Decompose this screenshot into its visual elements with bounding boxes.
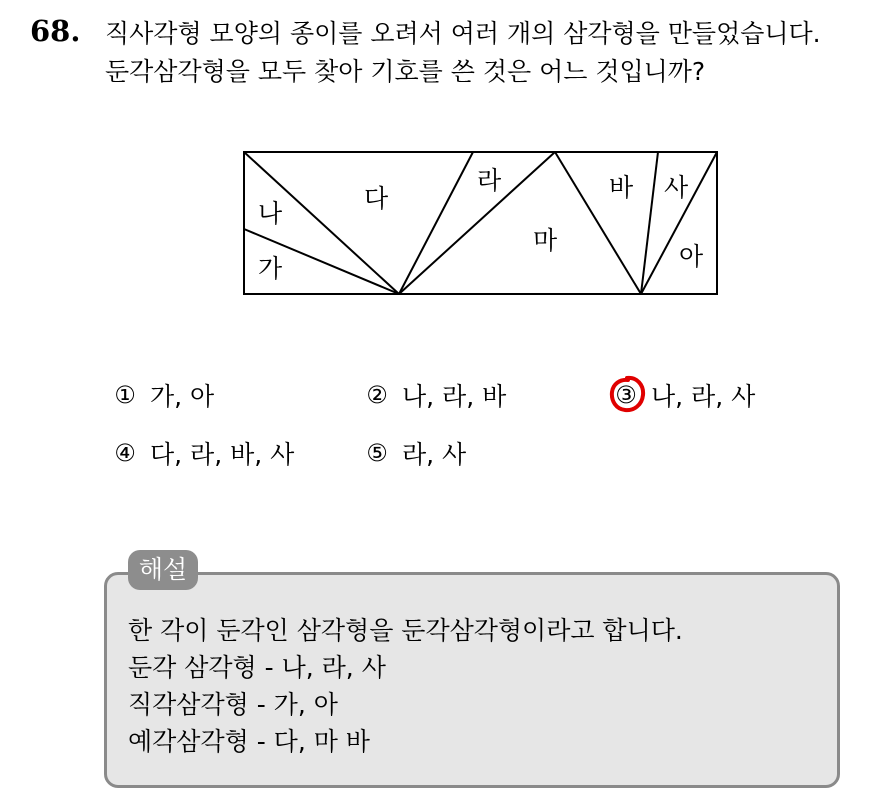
- label-ga: 가: [258, 254, 283, 283]
- choice-number: ②: [366, 381, 388, 409]
- label-ma: 마: [533, 226, 558, 255]
- choice-number: ⑤: [366, 439, 388, 467]
- choice-text: 나, 라, 바: [402, 382, 507, 411]
- explanation-line-3: 직각삼각형 - 가, 아: [128, 690, 338, 719]
- label-sa: 사: [664, 173, 689, 202]
- choice-2[interactable]: [364, 377, 506, 413]
- label-a: 아: [679, 242, 704, 271]
- question-number: 68.: [30, 14, 81, 48]
- choice-text: 나, 라, 사: [651, 382, 756, 411]
- choice-number: ④: [114, 439, 136, 467]
- choice-number: ③: [615, 381, 637, 409]
- explanation-tab: 해설: [128, 550, 198, 590]
- choice-4[interactable]: [112, 435, 294, 471]
- answer-mark-circle-icon: [606, 373, 648, 415]
- cut-line: [399, 152, 473, 294]
- choice-text: 다, 라, 바, 사: [150, 440, 295, 469]
- cut-line: [641, 152, 658, 294]
- question-text-line1: 직사각형 모양의 종이를 오려서 여러 개의 삼각형을 만들었습니다.: [105, 19, 821, 48]
- label-na: 나: [258, 199, 283, 228]
- choice-text: 라, 사: [402, 440, 467, 469]
- choice-number: ①: [114, 381, 136, 409]
- label-ra: 라: [477, 166, 502, 195]
- explanation-line-1: 한 각이 둔각인 삼각형을 둔각삼각형이라고 합니다.: [128, 616, 683, 645]
- explanation-line-2: 둔각 삼각형 - 나, 라, 사: [128, 653, 386, 682]
- label-da: 다: [364, 184, 389, 213]
- choice-5[interactable]: [364, 435, 466, 471]
- choice-text: 가, 아: [150, 382, 215, 411]
- question-text-line2: 둔각삼각형을 모두 찾아 기호를 쓴 것은 어느 것입니까?: [105, 57, 706, 86]
- choice-1[interactable]: [112, 377, 214, 413]
- label-ba: 바: [609, 173, 634, 202]
- explanation-line-4: 예각삼각형 - 다, 마 바: [128, 727, 370, 756]
